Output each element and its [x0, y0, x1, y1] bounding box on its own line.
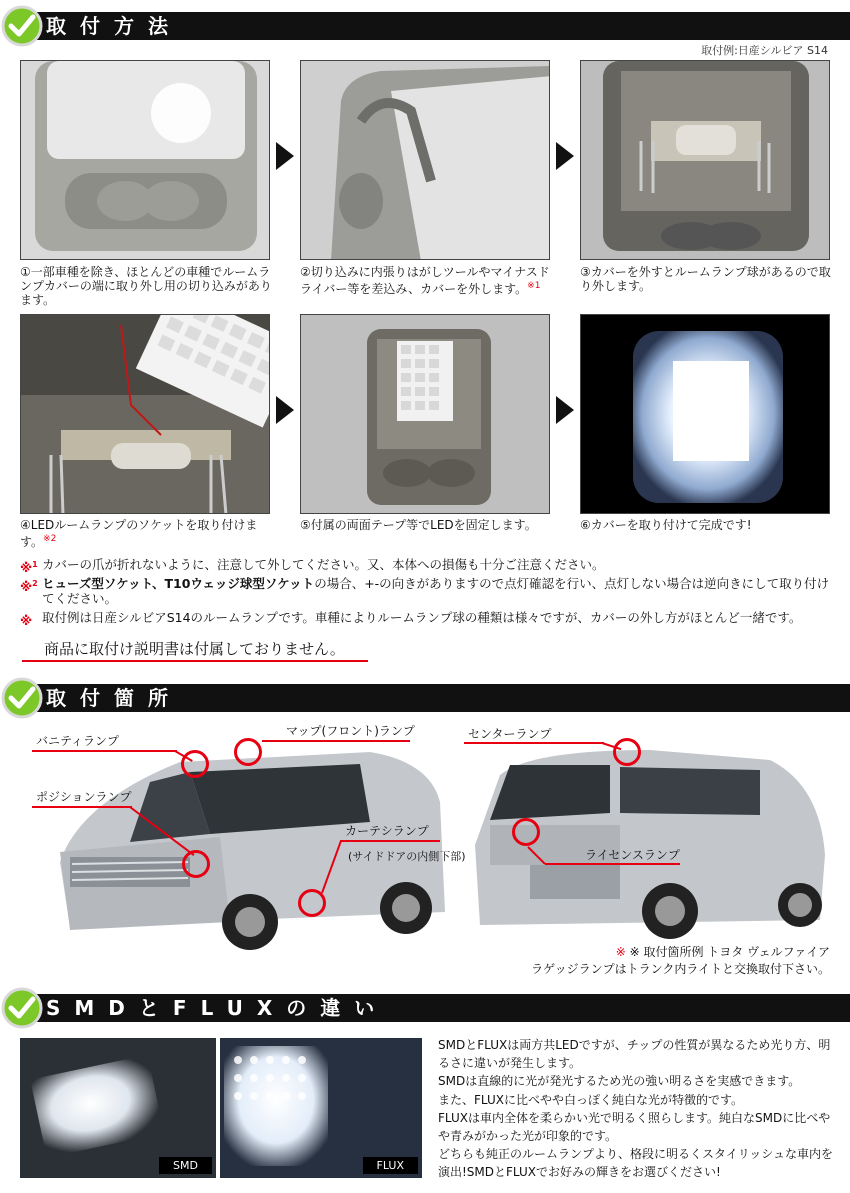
note-item: ※$^2$ ヒューズ型ソケット、T10ウェッジ球型ソケットの場合、+-の向きがありますので点灯確認を行い、点灯しない場合は逆向きにして取り付けてください。 [20, 576, 830, 606]
step1-caption: ①一部車種を除き、ほとんどの車種でルームランプカバーの端に取り外し用の切り込みがあります。 [20, 265, 272, 307]
step6-photo [580, 314, 830, 514]
callout-line [32, 750, 177, 752]
section-header-install-locations [0, 676, 850, 712]
check-icon [0, 986, 44, 1030]
install-example-text: ※ 取付箇所例 トヨタ ヴェルファイア [629, 945, 830, 959]
no-manual-banner: 商品に取付け説明書は付属しておりません。 [22, 638, 368, 662]
section-title: 取付方法 [46, 14, 182, 38]
step1-photo [20, 60, 270, 260]
notes-list [20, 557, 840, 629]
center-lamp-label: センターランプ [468, 727, 552, 741]
position-lamp-marker [182, 850, 210, 878]
center-lamp-marker [613, 738, 641, 766]
check-icon [0, 4, 44, 48]
courtesy-lamp-sub-label: (サイドドアの内側下部) [348, 850, 466, 863]
callout-line [340, 840, 440, 842]
arrow-icon [556, 396, 574, 424]
callout-line [464, 742, 604, 744]
note-item: ※$^1$ カバーの爪が折れないように、注意して外してください。又、本体への損傷も十分ご注意ください。 [20, 557, 605, 576]
check-icon [0, 676, 44, 720]
courtesy-lamp-marker [298, 889, 326, 917]
arrow-icon [556, 142, 574, 170]
license-lamp-marker [512, 818, 540, 846]
paragraph: SMDとFLUXは両方共LEDですが、チップの性質が異なるため光り方、明るさに違いが発生します。 [438, 1038, 831, 1071]
step6-caption: ⑥カバーを取り付けて完成です! [580, 518, 752, 532]
license-lamp-label: ライセンスランプ [585, 848, 680, 862]
vanity-lamp-label: バニティランプ [36, 734, 120, 748]
step3-caption: ③カバーを外すとルームランプ球があるので取り外します。 [580, 265, 831, 293]
arrow-icon [276, 142, 294, 170]
smd-label: SMD [159, 1157, 212, 1174]
smd-photo [20, 1038, 216, 1178]
smd-flux-description [438, 1036, 838, 1182]
step2-caption: ②切り込みに内張りはがしツールやマイナスドライバー等を差込み、カバーを外します。$^{※1}$ [300, 265, 550, 296]
flux-photo [220, 1038, 422, 1178]
step4-photo [20, 314, 270, 514]
luggage-lamp-note: ラゲッジランプはトランク内ライトと交換取付下さい。 [531, 962, 830, 976]
step4-caption: ④LEDルームランプのソケットを取り付けます。$^{※2}$ [20, 518, 258, 549]
step5-caption: ⑤付属の両面テープ等でLEDを固定します。 [300, 518, 537, 532]
step2-photo [300, 60, 550, 260]
note-mark: ※ [615, 945, 626, 959]
callout-line [262, 740, 410, 742]
paragraph: FLUXは車内全体を柔らかい光で明るく照らします。純白なSMDに比べやや青みがかった光が印象的です。 [438, 1110, 831, 1144]
step5-photo [300, 314, 550, 514]
install-example-note [616, 943, 830, 960]
paragraph: また、FLUXに比べやや白っぽく純白な光が特徴的です。 [438, 1092, 744, 1107]
callout-line [32, 806, 132, 808]
flux-label: FLUX [363, 1157, 419, 1174]
map-lamp-marker [234, 738, 262, 766]
section-header-smd-flux [0, 986, 850, 1022]
step3-photo [580, 60, 830, 260]
car-front-image [40, 742, 460, 952]
paragraph: SMDは直線的に光が発光するため光の強い明るさを実感できます。 [438, 1074, 801, 1089]
position-lamp-label: ポジションランプ [36, 790, 132, 804]
arrow-icon [276, 396, 294, 424]
section-title: SMDとFLUXの違い [46, 996, 389, 1020]
callout-line [545, 863, 680, 865]
section-header-install-method [0, 4, 850, 40]
note-item: ※ 取付例は日産シルビアS14のルームランプです。車種によりルームランプ球の種類は様々ですが、カバーの外し方がほとんど一緒です。 [20, 610, 802, 629]
example-note: 取付例:日産シルビア S14 [701, 44, 828, 57]
map-lamp-label: マップ(フロント)ランプ [286, 724, 415, 738]
vanity-lamp-marker [181, 750, 209, 778]
paragraph: どちらも純正のルームランプより、格段に明るくスタイリッシュな車内を演出!SMDとFLUXでお好みの輝きをお選びください! [438, 1147, 834, 1180]
section-title: 取付箇所 [46, 686, 182, 710]
courtesy-lamp-label: カーテシランプ [345, 824, 429, 838]
